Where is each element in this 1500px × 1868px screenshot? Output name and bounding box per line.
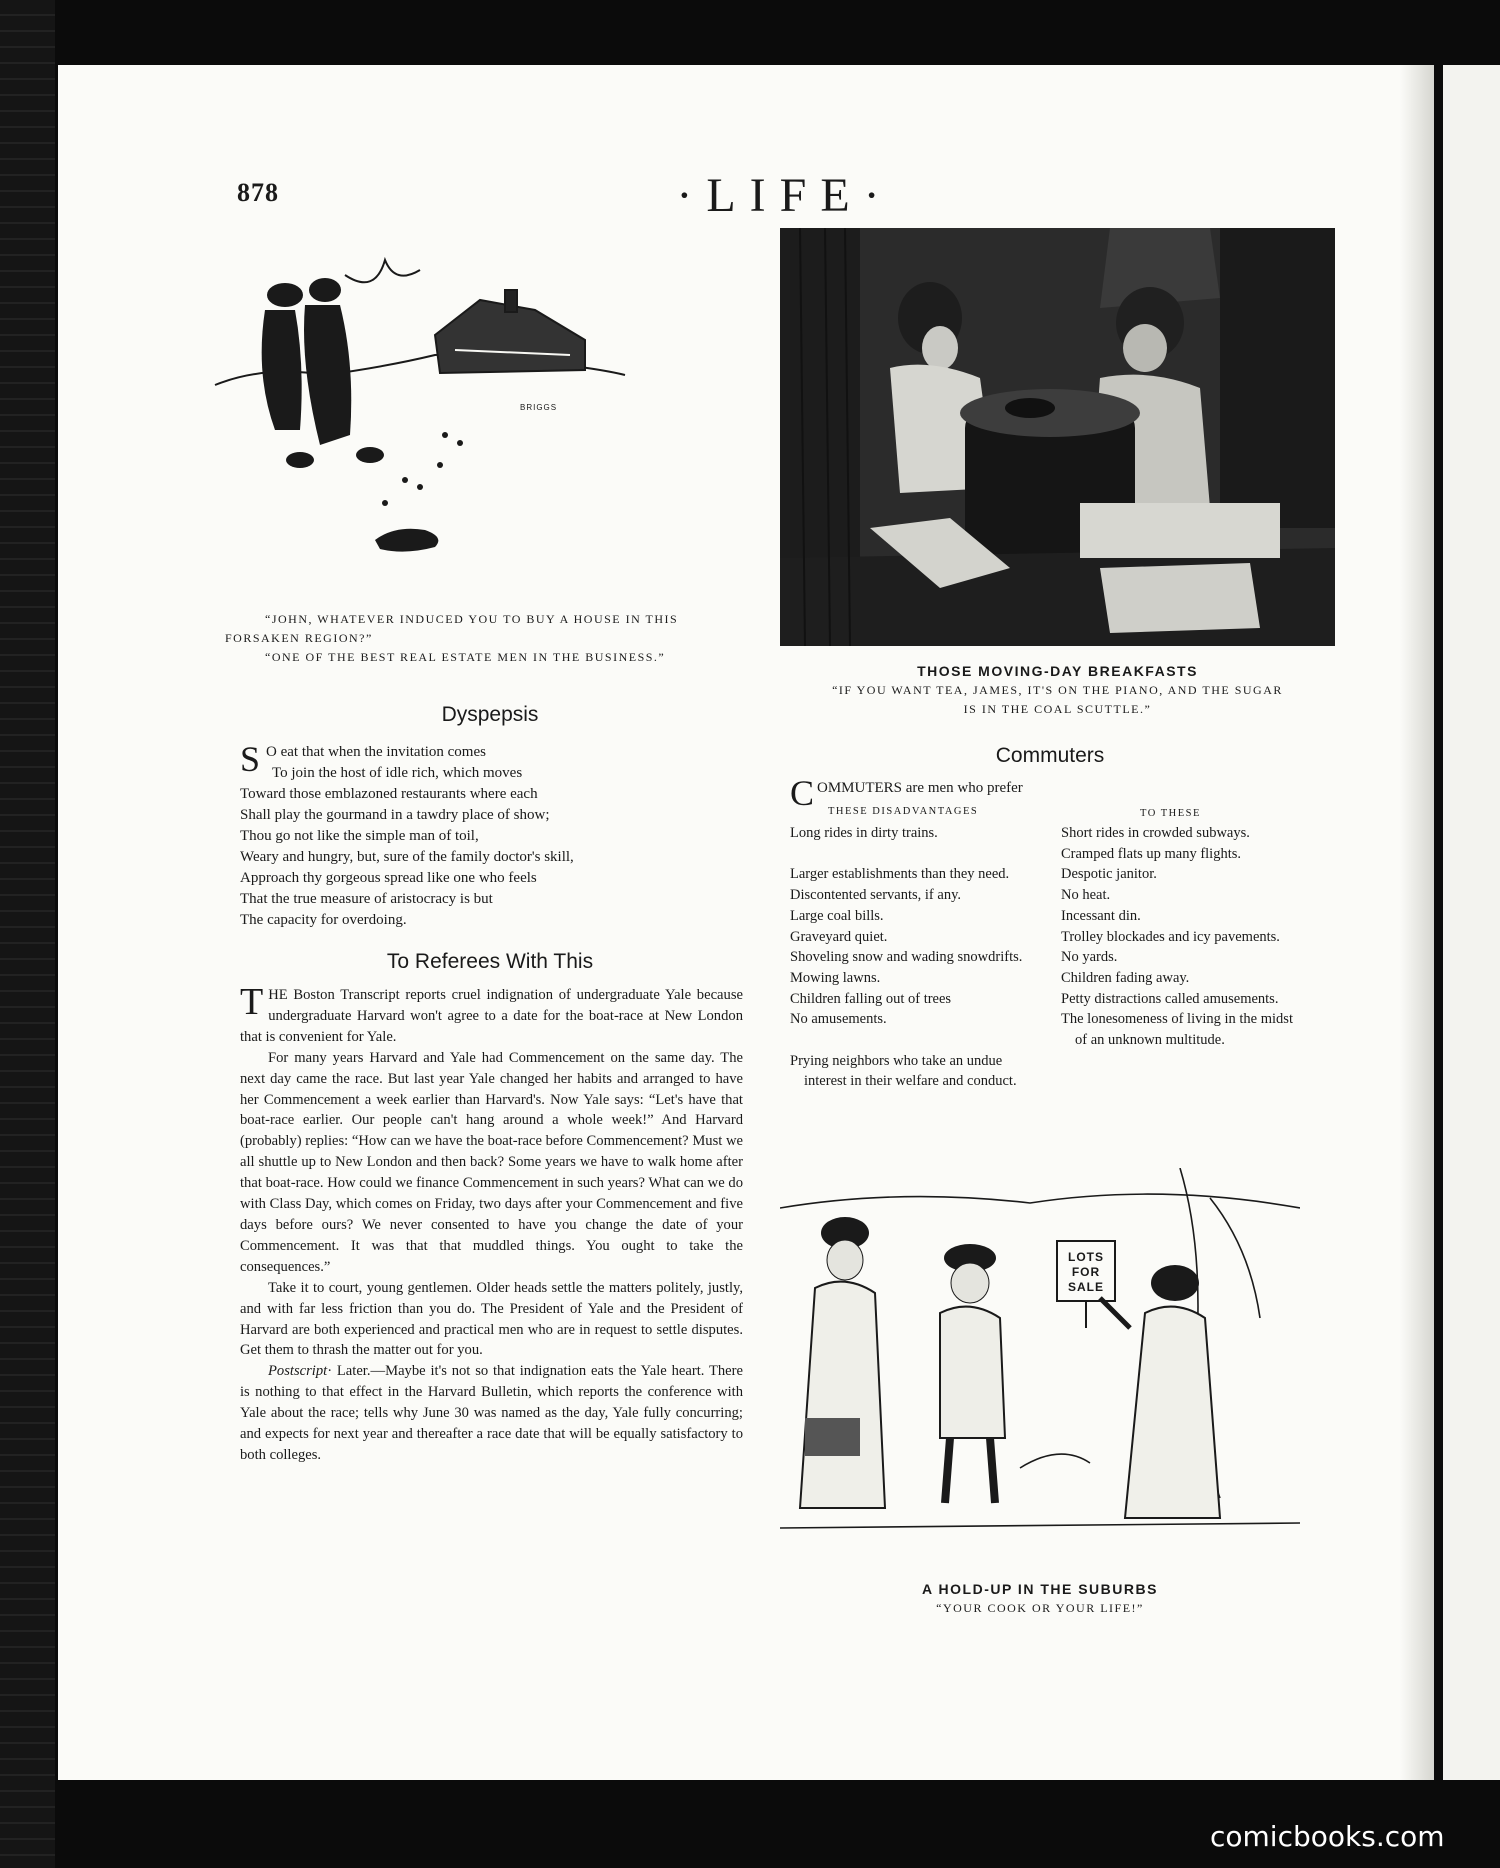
adjacent-page [1443,65,1500,1780]
list-item: Large coal bills. [790,907,884,924]
list-item: Shoveling snow and wading snowdrifts. [790,949,1023,966]
hold-up-caption [780,1580,1300,1618]
lots-for-sale-sign: LOTS FOR SALE [1067,1250,1104,1294]
list-item: Long rides in dirty trains. [790,825,938,841]
list-item: Trolley blockades and icy pavements. [1061,928,1280,945]
article-referees [240,981,743,1466]
moving-day-caption [780,662,1335,719]
poem-line: That the true measure of aristocracy is but [240,891,493,907]
caption-line: “ONE OF THE BEST REAL ESTATE MEN IN THE BUSINESS.” [265,650,666,664]
list-item: Incessant din. [1061,907,1141,924]
commuters-right-column [1061,823,1299,1051]
cartoon-moving-day-breakfast [780,228,1335,646]
page-shadow [1400,65,1434,1780]
site-watermark: comicbooks.com [1210,1820,1445,1853]
column-header-right: TO THESE [1140,808,1201,819]
list-item: No amusements. [790,1011,887,1028]
dropcap: T [240,981,264,1023]
caption-line: FORSAKEN REGION?” [225,631,373,645]
list-item: Cramped flats up many flights. [1061,845,1242,862]
cartoon-couple-caption [225,610,745,667]
masthead: ·LIFE· [676,169,894,222]
list-item: Mowing lawns. [790,969,881,986]
list-spacer [790,1030,1028,1051]
dropcap: S [240,739,261,779]
list-item: Discontented servants, if any. [790,887,961,904]
commuters-left-column [790,823,1028,1092]
page-gutter [1436,65,1442,1780]
cartoon-hold-up-drawing [780,1168,1300,1568]
heading-referees: To Referees With This [386,950,594,973]
heading-dyspepsis: Dyspepsis [441,703,539,726]
paragraph: For many years Harvard and Yale had Commencement on the same day. The next day came the race. But last year Yale changed her habits and arranged to have her Commencement a week earlier than Harvard's. Now Yale says: “Let's have that boat-race earlier. Our people can't hang around a whole week!” And Harvard (probably) replies: “How can we have the boat-race before Commencement? Must we all shuttle up to New London and then back? Some years we have to walk home after that boat-race. How could we finance Commencement in such years? What can we do with Class Day, which comes on Friday, two days after your Commencement and five days before ours? We never consented to have you change the date of your Commencement. It was that that muddled things. You ought to take the consequences.” [240,1049,743,1275]
poem-line: Thou go not like the simple man of toil, [240,828,479,844]
list-item: The lonesomeness of living in the midst of an unknown multitude. [1061,1011,1293,1049]
poem-line: The capacity for overdoing. [240,912,407,928]
artist-signature: BRIGGS [520,403,558,412]
paragraph [240,981,743,1048]
poem-line: Approach thy gorgeous spread like one who feels [240,870,537,886]
cartoon-couple-in-snow-drawing [205,255,630,595]
poem-line: Weary and hungry, but, sure of the family doctor's skill, [240,849,574,865]
cartoon-title: THOSE MOVING-DAY BREAKFASTS [917,663,1198,679]
poem-line: Toward those emblazoned restaurants where each [240,786,538,802]
paragraph-text: HE Boston Transcript reports cruel indignation of undergraduate Yale because undergraduate Harvard won't agree to a date for the boat-race at New London that is convenient for Yale. [240,987,743,1045]
cartoon-title: A HOLD-UP IN THE SUBURBS [922,1581,1158,1597]
dropcap: C [790,773,815,813]
caption-line: “IF YOU WANT TEA, JAMES, IT'S ON THE PIANO, AND THE SUGAR [832,683,1283,697]
column-header-left: THESE DISADVANTAGES [828,806,979,817]
list-spacer [790,844,1028,865]
list-item: No yards. [1061,949,1118,966]
postscript-label: Postscript [268,1363,328,1380]
caption-line: “YOUR COOK OR YOUR LIFE!” [936,1601,1144,1615]
paragraph: Take it to court, young gentlemen. Older heads settle the matters politely, justly, and with far less friction than you do. The President of Yale and the President of Harvard are both experienced and practical men who are in request to settle disputes. Get them to thrash the matter out for you. [240,1279,743,1359]
cartoon-couple-in-snow [205,255,630,595]
heading-commuters: Commuters [995,744,1105,767]
list-item: Prying neighbors who take an undue interest in their welfare and conduct. [790,1052,1017,1090]
cartoon-hold-up-suburbs [780,1168,1300,1568]
list-item: Graveyard quiet. [790,928,888,945]
poem-line: O eat that when the invitation comes [266,744,486,760]
poem-line: Shall play the gourmand in a tawdry place of show; [240,807,550,823]
list-item: Despotic janitor. [1061,866,1157,883]
caption-line: “JOHN, WHATEVER INDUCED YOU TO BUY A HOUSE IN THIS [265,612,679,626]
caption-line: IS IN THE COAL SCUTTLE.” [963,702,1152,716]
list-item: Petty distractions called amusements. [1061,990,1279,1007]
list-item: Children falling out of trees [790,990,952,1007]
list-item: No heat. [1061,887,1111,904]
binding-edge [0,0,55,1868]
list-item: Larger establishments than they need. [790,866,1010,883]
cartoon-moving-day-drawing [780,228,1335,646]
poem-dyspepsis [240,739,740,931]
paragraph-text: · Later.—Maybe it's not so that indignation eats the Yale heart. There is nothing to that effect in the Harvard Bulletin, which reports the conference with Yale about the race; tells why June 30 was named as the day, Yale fully concurring; and expects for next year and thereafter a race date that will be equally satisfactory to both colleges. [240,1363,743,1463]
poem-line: To join the host of idle rich, which moves [272,765,523,781]
list-item: Children fading away. [1061,969,1190,986]
page-number: 878 [237,178,279,207]
list-item: Short rides in crowded subways. [1061,825,1250,841]
intro-text: OMMUTERS are men who prefer [817,780,1023,796]
paragraph [240,1361,743,1466]
